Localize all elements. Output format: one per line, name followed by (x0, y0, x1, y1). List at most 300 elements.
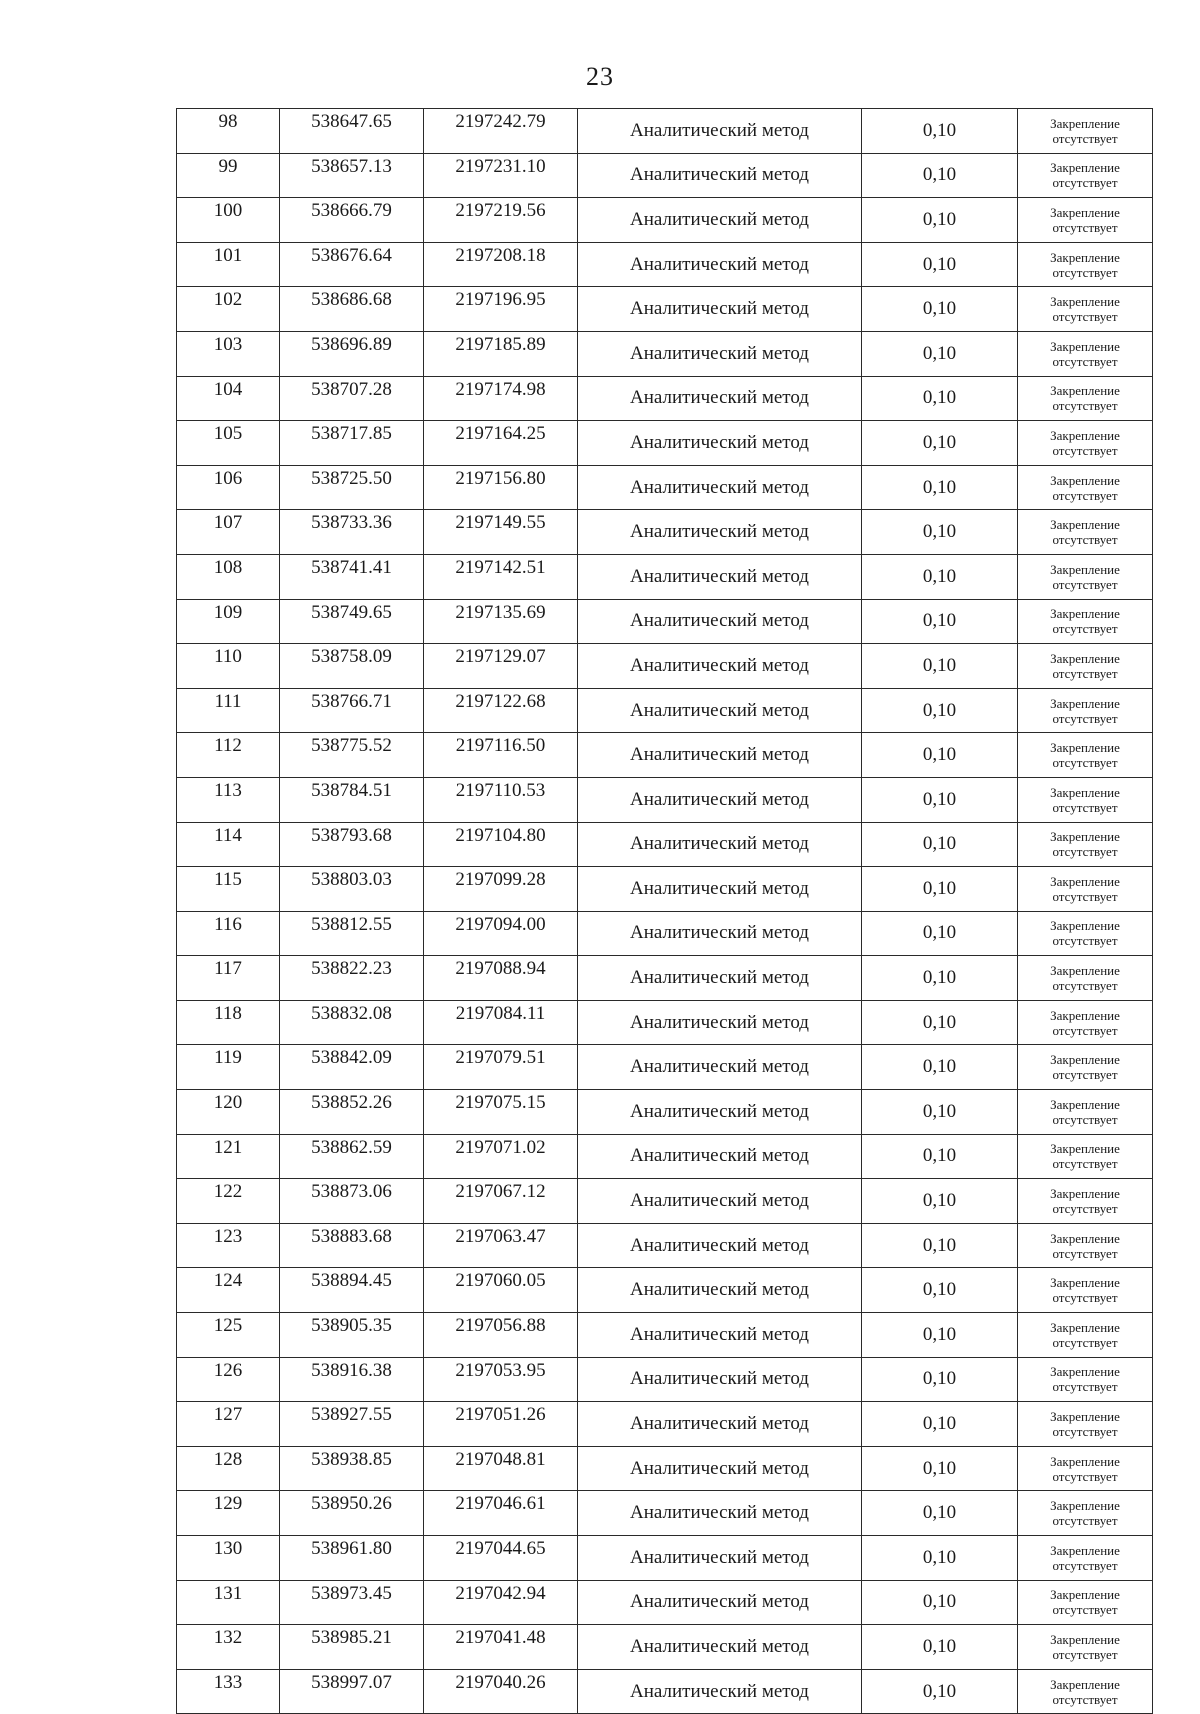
accuracy-text: 0,10 (922, 565, 957, 587)
fixation-cell (1018, 153, 1153, 198)
fixation-cell (1018, 1179, 1153, 1224)
accuracy-cell (862, 242, 1018, 287)
coordinate-y-cell (424, 1268, 578, 1313)
accuracy-text: 0,10 (922, 1457, 957, 1479)
method-text: Аналитический метод (630, 1502, 809, 1524)
accuracy-cell (862, 1045, 1018, 1090)
fixation-text: Закрепление отсутствует (1050, 204, 1120, 235)
point-number-text: 125 (213, 1315, 243, 1337)
coordinate-x-cell (280, 688, 424, 733)
fixation-text: Закрепление отсутствует (1050, 1676, 1120, 1707)
coordinate-y-cell (424, 911, 578, 956)
fixation-cell (1018, 198, 1153, 243)
accuracy-text: 0,10 (922, 1323, 957, 1345)
fixation-text: Закрепление отсутствует (1050, 1587, 1120, 1618)
coordinate-y-text: 2197174.98 (455, 378, 546, 400)
coordinate-x-cell (280, 1580, 424, 1625)
accuracy-cell (862, 198, 1018, 243)
coordinate-x-cell (280, 1446, 424, 1491)
coordinate-y-cell (424, 109, 578, 154)
coordinate-x-cell (280, 376, 424, 421)
point-number-cell (177, 376, 280, 421)
coordinate-x-cell (280, 1179, 424, 1224)
method-cell (578, 1045, 862, 1090)
table-row (177, 1045, 1153, 1090)
point-number-text: 132 (213, 1627, 243, 1649)
point-number-text: 127 (213, 1404, 243, 1426)
point-number-cell (177, 1536, 280, 1581)
coordinate-y-text: 2197056.88 (455, 1315, 546, 1337)
method-cell (578, 822, 862, 867)
coordinate-y-text: 2197088.94 (455, 958, 546, 980)
coordinate-x-text: 538766.71 (311, 690, 392, 712)
coordinate-x-cell (280, 465, 424, 510)
point-number-text: 110 (214, 646, 242, 668)
point-number-cell (177, 867, 280, 912)
coordinate-x-text: 538717.85 (311, 423, 392, 445)
fixation-cell (1018, 777, 1153, 822)
method-cell (578, 153, 862, 198)
fixation-cell (1018, 1313, 1153, 1358)
table-row (177, 688, 1153, 733)
point-number-text: 118 (214, 1002, 242, 1024)
fixation-text: Закрепление отсутствует (1050, 650, 1120, 681)
coordinate-x-text: 538676.64 (311, 244, 392, 266)
fixation-cell (1018, 1223, 1153, 1268)
point-number-cell (177, 644, 280, 689)
method-cell (578, 554, 862, 599)
coordinate-y-cell (424, 1090, 578, 1135)
coordinate-x-text: 538842.09 (311, 1047, 392, 1069)
point-number-text: 116 (214, 913, 242, 935)
coordinate-y-text: 2197094.00 (455, 913, 546, 935)
coordinate-y-cell (424, 867, 578, 912)
method-text: Аналитический метод (630, 164, 809, 186)
coordinate-y-cell (424, 956, 578, 1001)
coordinate-y-cell (424, 1223, 578, 1268)
method-cell (578, 777, 862, 822)
coordinate-y-cell (424, 510, 578, 555)
coordinate-y-cell (424, 1134, 578, 1179)
coordinate-y-cell (424, 733, 578, 778)
accuracy-cell (862, 153, 1018, 198)
coordinate-y-cell (424, 1402, 578, 1447)
coordinate-y-text: 2197040.26 (455, 1671, 546, 1693)
point-number-cell (177, 911, 280, 956)
table-row (177, 1580, 1153, 1625)
accuracy-text: 0,10 (922, 788, 957, 810)
coordinate-y-cell (424, 1446, 578, 1491)
method-text: Аналитический метод (630, 1457, 809, 1479)
coordinate-x-cell (280, 777, 424, 822)
coordinate-x-cell (280, 1669, 424, 1714)
fixation-cell (1018, 911, 1153, 956)
coordinate-x-cell (280, 153, 424, 198)
coordinate-x-text: 538812.55 (311, 913, 392, 935)
fixation-text: Закрепление отсутствует (1050, 695, 1120, 726)
fixation-cell (1018, 1045, 1153, 1090)
fixation-text: Закрепление отсутствует (1050, 873, 1120, 904)
coordinate-x-cell (280, 242, 424, 287)
coordinate-x-cell (280, 956, 424, 1001)
coordinate-y-cell (424, 1625, 578, 1670)
method-text: Аналитический метод (630, 208, 809, 230)
coordinate-x-text: 538950.26 (311, 1493, 392, 1515)
point-number-cell (177, 421, 280, 466)
point-number-text: 108 (213, 556, 243, 578)
accuracy-text: 0,10 (922, 208, 957, 230)
table-row (177, 867, 1153, 912)
coordinate-x-text: 538973.45 (311, 1582, 392, 1604)
fixation-text: Закрепление отсутствует (1050, 1409, 1120, 1440)
accuracy-text: 0,10 (922, 119, 957, 141)
accuracy-cell (862, 1134, 1018, 1179)
fixation-text: Закрепление отсутствует (1050, 1631, 1120, 1662)
point-number-text: 100 (213, 200, 243, 222)
fixation-cell (1018, 688, 1153, 733)
coordinate-x-text: 538758.09 (311, 646, 392, 668)
point-number-text: 121 (213, 1136, 243, 1158)
table-row (177, 109, 1153, 154)
point-number-cell (177, 1045, 280, 1090)
fixation-text: Закрепление отсутствует (1050, 829, 1120, 860)
fixation-text: Закрепление отсутствует (1050, 1141, 1120, 1172)
point-number-cell (177, 1446, 280, 1491)
fixation-cell (1018, 733, 1153, 778)
table-row (177, 1536, 1153, 1581)
coordinate-x-text: 538741.41 (311, 556, 392, 578)
table-row (177, 777, 1153, 822)
coordinate-y-cell (424, 242, 578, 287)
coordinate-y-cell (424, 1045, 578, 1090)
accuracy-text: 0,10 (922, 521, 957, 543)
coordinate-y-cell (424, 1580, 578, 1625)
method-text: Аналитический метод (630, 253, 809, 275)
coordinate-y-cell (424, 1313, 578, 1358)
table-row (177, 1090, 1153, 1135)
coordinate-y-text: 2197067.12 (455, 1181, 546, 1203)
point-number-text: 101 (213, 244, 243, 266)
coordinate-y-text: 2197042.94 (455, 1582, 546, 1604)
fixation-cell (1018, 376, 1153, 421)
coordinate-x-text: 538852.26 (311, 1092, 392, 1114)
coordinate-y-text: 2197099.28 (455, 869, 546, 891)
method-cell (578, 376, 862, 421)
fixation-cell (1018, 1491, 1153, 1536)
coordinate-x-text: 538707.28 (311, 378, 392, 400)
table-row (177, 1669, 1153, 1714)
method-text: Аналитический метод (630, 967, 809, 989)
coordinates-table-body (177, 109, 1153, 1714)
method-text: Аналитический метод (630, 119, 809, 141)
coordinate-x-text: 538873.06 (311, 1181, 392, 1203)
point-number-text: 122 (213, 1181, 243, 1203)
point-number-cell (177, 1669, 280, 1714)
method-cell (578, 510, 862, 555)
point-number-cell (177, 198, 280, 243)
accuracy-cell (862, 956, 1018, 1001)
coordinate-x-cell (280, 1134, 424, 1179)
accuracy-cell (862, 331, 1018, 376)
method-cell (578, 688, 862, 733)
fixation-text: Закрепление отсутствует (1050, 1364, 1120, 1395)
table-row (177, 822, 1153, 867)
coordinate-x-cell (280, 1491, 424, 1536)
coordinate-x-cell (280, 198, 424, 243)
coordinate-x-text: 538894.45 (311, 1270, 392, 1292)
accuracy-text: 0,10 (922, 342, 957, 364)
method-text: Аналитический метод (630, 1100, 809, 1122)
accuracy-cell (862, 1402, 1018, 1447)
method-text: Аналитический метод (630, 1056, 809, 1078)
accuracy-cell (862, 911, 1018, 956)
point-number-cell (177, 1357, 280, 1402)
coordinate-x-text: 538985.21 (311, 1627, 392, 1649)
accuracy-cell (862, 421, 1018, 466)
fixation-text: Закрепление отсутствует (1050, 160, 1120, 191)
point-number-cell (177, 777, 280, 822)
coordinate-x-text: 538775.52 (311, 735, 392, 757)
table-row (177, 153, 1153, 198)
fixation-text: Закрепление отсутствует (1050, 1498, 1120, 1529)
accuracy-cell (862, 554, 1018, 599)
method-text: Аналитический метод (630, 298, 809, 320)
coordinate-y-text: 2197185.89 (455, 333, 546, 355)
accuracy-text: 0,10 (922, 1190, 957, 1212)
table-row (177, 1491, 1153, 1536)
method-cell (578, 198, 862, 243)
point-number-cell (177, 109, 280, 154)
point-number-cell (177, 331, 280, 376)
accuracy-cell (862, 1090, 1018, 1135)
method-cell (578, 867, 862, 912)
accuracy-cell (862, 287, 1018, 332)
coordinate-x-cell (280, 109, 424, 154)
method-cell (578, 242, 862, 287)
coordinate-x-cell (280, 1045, 424, 1090)
point-number-cell (177, 956, 280, 1001)
coordinate-y-cell (424, 554, 578, 599)
coordinate-x-cell (280, 421, 424, 466)
coordinate-y-cell (424, 777, 578, 822)
table-row (177, 644, 1153, 689)
point-number-cell (177, 153, 280, 198)
point-number-text: 102 (213, 289, 243, 311)
point-number-cell (177, 287, 280, 332)
fixation-text: Закрепление отсутствует (1050, 1052, 1120, 1083)
table-row (177, 510, 1153, 555)
method-cell (578, 1536, 862, 1581)
method-cell (578, 1000, 862, 1045)
accuracy-text: 0,10 (922, 1056, 957, 1078)
accuracy-cell (862, 1223, 1018, 1268)
table-row (177, 1223, 1153, 1268)
table-row (177, 1402, 1153, 1447)
fixation-cell (1018, 109, 1153, 154)
fixation-cell (1018, 1402, 1153, 1447)
method-text: Аналитический метод (630, 699, 809, 721)
coordinate-y-text: 2197051.26 (455, 1404, 546, 1426)
fixation-text: Закрепление отсутствует (1050, 115, 1120, 146)
accuracy-cell (862, 1268, 1018, 1313)
accuracy-cell (862, 822, 1018, 867)
accuracy-text: 0,10 (922, 298, 957, 320)
point-number-cell (177, 1313, 280, 1358)
accuracy-cell (862, 1669, 1018, 1714)
table-row (177, 1000, 1153, 1045)
coordinate-y-cell (424, 1491, 578, 1536)
coordinate-x-cell (280, 644, 424, 689)
method-cell (578, 1491, 862, 1536)
accuracy-text: 0,10 (922, 877, 957, 899)
method-text: Аналитический метод (630, 1591, 809, 1613)
accuracy-text: 0,10 (922, 1546, 957, 1568)
fixation-cell (1018, 644, 1153, 689)
fixation-text: Закрепление отсутствует (1050, 427, 1120, 458)
method-cell (578, 644, 862, 689)
fixation-text: Закрепление отсутствует (1050, 1007, 1120, 1038)
coordinate-y-text: 2197048.81 (455, 1448, 546, 1470)
accuracy-text: 0,10 (922, 922, 957, 944)
coordinate-y-cell (424, 153, 578, 198)
fixation-cell (1018, 1625, 1153, 1670)
accuracy-text: 0,10 (922, 744, 957, 766)
coordinate-x-cell (280, 599, 424, 644)
point-number-cell (177, 1268, 280, 1313)
method-text: Аналитический метод (630, 1011, 809, 1033)
accuracy-cell (862, 688, 1018, 733)
fixation-text: Закрепление отсутствует (1050, 1096, 1120, 1127)
point-number-cell (177, 1625, 280, 1670)
table-row (177, 287, 1153, 332)
point-number-text: 124 (213, 1270, 243, 1292)
coordinate-x-text: 538938.85 (311, 1448, 392, 1470)
coordinate-x-cell (280, 822, 424, 867)
method-cell (578, 1268, 862, 1313)
point-number-text: 133 (213, 1671, 243, 1693)
coordinate-y-text: 2197149.55 (455, 512, 546, 534)
fixation-text: Закрепление отсутствует (1050, 918, 1120, 949)
coordinate-x-cell (280, 867, 424, 912)
coordinate-y-text: 2197142.51 (455, 556, 546, 578)
accuracy-cell (862, 1313, 1018, 1358)
coordinate-x-text: 538784.51 (311, 779, 392, 801)
point-number-cell (177, 599, 280, 644)
coordinate-y-cell (424, 331, 578, 376)
method-cell (578, 1580, 862, 1625)
coordinate-x-text: 538666.79 (311, 200, 392, 222)
coordinate-x-cell (280, 1313, 424, 1358)
accuracy-cell (862, 777, 1018, 822)
point-number-cell (177, 688, 280, 733)
method-cell (578, 1402, 862, 1447)
point-number-cell (177, 1580, 280, 1625)
accuracy-text: 0,10 (922, 476, 957, 498)
method-cell (578, 599, 862, 644)
point-number-text: 113 (214, 779, 242, 801)
accuracy-text: 0,10 (922, 1591, 957, 1613)
coordinate-y-cell (424, 1000, 578, 1045)
accuracy-text: 0,10 (922, 164, 957, 186)
coordinate-y-cell (424, 1357, 578, 1402)
method-cell (578, 331, 862, 376)
point-number-cell (177, 242, 280, 287)
coordinate-y-text: 2197156.80 (455, 467, 546, 489)
coordinate-x-cell (280, 331, 424, 376)
fixation-cell (1018, 1580, 1153, 1625)
method-cell (578, 1134, 862, 1179)
method-text: Аналитический метод (630, 877, 809, 899)
accuracy-text: 0,10 (922, 967, 957, 989)
method-text: Аналитический метод (630, 387, 809, 409)
point-number-text: 120 (213, 1092, 243, 1114)
point-number-text: 117 (214, 958, 242, 980)
fixation-text: Закрепление отсутствует (1050, 1186, 1120, 1217)
accuracy-cell (862, 1446, 1018, 1491)
coordinate-x-text: 538905.35 (311, 1315, 392, 1337)
coordinate-x-cell (280, 733, 424, 778)
fixation-text: Закрепление отсутствует (1050, 1319, 1120, 1350)
coordinate-x-text: 538916.38 (311, 1359, 392, 1381)
accuracy-cell (862, 465, 1018, 510)
coordinate-x-text: 538822.23 (311, 958, 392, 980)
point-number-cell (177, 1000, 280, 1045)
fixation-text: Закрепление отсутствует (1050, 1230, 1120, 1261)
method-text: Аналитический метод (630, 1368, 809, 1390)
fixation-text: Закрепление отсутствует (1050, 606, 1120, 637)
method-cell (578, 733, 862, 778)
method-text: Аналитический метод (630, 1413, 809, 1435)
fixation-cell (1018, 242, 1153, 287)
coordinate-y-text: 2197110.53 (455, 779, 546, 801)
coordinate-x-cell (280, 911, 424, 956)
coordinate-x-text: 538961.80 (311, 1538, 392, 1559)
accuracy-text: 0,10 (922, 610, 957, 632)
method-cell (578, 1090, 862, 1135)
coordinate-y-text: 2197041.48 (455, 1627, 546, 1649)
coordinate-x-cell (280, 554, 424, 599)
fixation-cell (1018, 554, 1153, 599)
table-row (177, 198, 1153, 243)
accuracy-text: 0,10 (922, 387, 957, 409)
point-number-cell (177, 1090, 280, 1135)
method-cell (578, 109, 862, 154)
method-text: Аналитический метод (630, 788, 809, 810)
fixation-text: Закрепление отсутствует (1050, 740, 1120, 771)
point-number-text: 126 (213, 1359, 243, 1381)
point-number-text: 128 (213, 1448, 243, 1470)
accuracy-text: 0,10 (922, 1279, 957, 1301)
accuracy-text: 0,10 (922, 1100, 957, 1122)
fixation-cell (1018, 1000, 1153, 1045)
coordinate-x-text: 538803.03 (311, 869, 392, 891)
point-number-text: 106 (213, 467, 243, 489)
coordinate-y-cell (424, 421, 578, 466)
point-number-cell (177, 1134, 280, 1179)
coordinate-y-cell (424, 287, 578, 332)
point-number-cell (177, 1223, 280, 1268)
accuracy-text: 0,10 (922, 253, 957, 275)
point-number-text: 99 (218, 155, 238, 177)
coordinate-x-cell (280, 1090, 424, 1135)
coordinate-x-text: 538696.89 (311, 333, 392, 355)
method-text: Аналитический метод (630, 1145, 809, 1167)
point-number-text: 111 (214, 690, 242, 712)
accuracy-text: 0,10 (922, 833, 957, 855)
accuracy-cell (862, 1536, 1018, 1581)
table-row (177, 599, 1153, 644)
point-number-text: 103 (213, 333, 243, 355)
